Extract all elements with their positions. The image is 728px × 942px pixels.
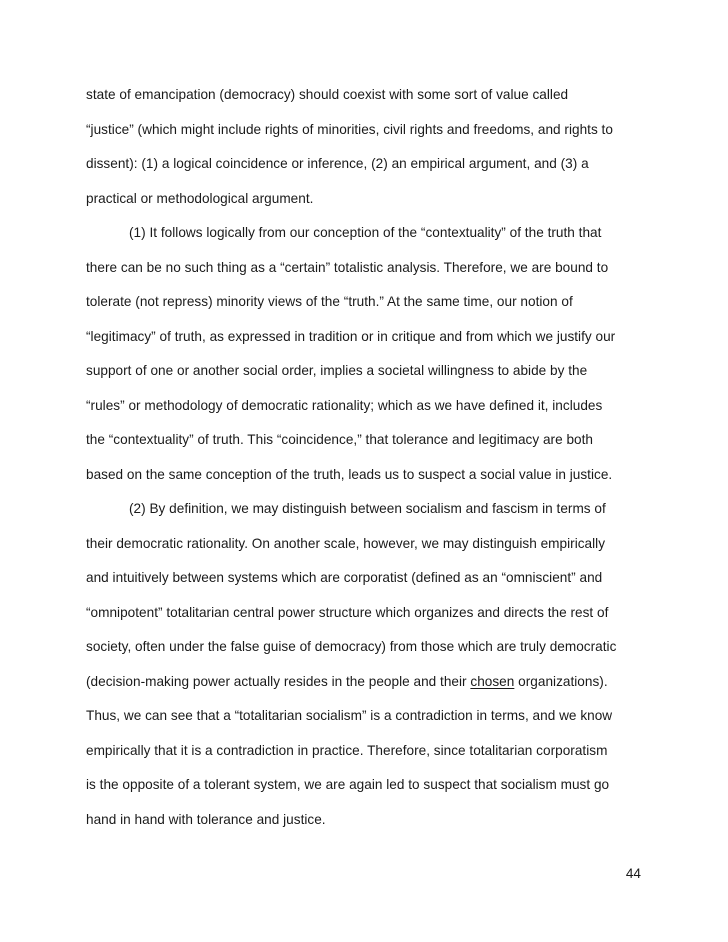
text-line: there can be no such thing as a “certain” totalistic analysis. Therefore, we are bound to xyxy=(86,259,609,275)
text-line: is the opposite of a tolerant system, we are again led to suspect that socialism must go xyxy=(86,777,610,792)
text-line: (1) It follows logically from our conception of the “contextuality” of the truth that xyxy=(129,225,602,240)
text-line: and intuitively between systems which are corporatist (defined as an “omniscient” and xyxy=(86,570,603,585)
text-line: hand in hand with tolerance and justice. xyxy=(86,811,326,827)
text-line: state of emancipation (democracy) should coexist with some sort of value called xyxy=(86,87,569,102)
text-line xyxy=(86,669,666,704)
text-line: tolerate (not repress) minority views of the “truth.” At the same time, our notion of xyxy=(86,294,573,309)
text-line: “justice” (which might include rights of minorities, civil rights and freedoms, and rights to xyxy=(86,121,613,137)
text-line: “omnipotent” totalitarian central power structure which organizes and directs the rest of xyxy=(86,604,609,620)
text-line: (2) By definition, we may distinguish between socialism and fascism in terms of xyxy=(129,501,606,516)
underlined-word: chosen xyxy=(470,673,515,689)
text-line: empirically that it is a contradiction in practice. Therefore, since totalitarian corporatism xyxy=(86,742,608,758)
text-segment: organizations). xyxy=(514,673,608,689)
text-line: their democratic rationality. On another scale, however, we may distinguish empirically xyxy=(86,535,606,551)
page-number: 44 xyxy=(625,866,641,881)
text-line: “rules” or methodology of democratic rationality; which as we have defined it, includes xyxy=(86,397,603,413)
text-line: the “contextuality” of truth. This “coincidence,” that tolerance and legitimacy are both xyxy=(86,432,594,447)
text-segment: (decision-making power actually resides in the people and their xyxy=(86,673,471,689)
text-line: “legitimacy” of truth, as expressed in tradition or in critique and from which we justify our xyxy=(86,328,616,344)
text-line: dissent): (1) a logical coincidence or inference, (2) an empirical argument, and (3) a xyxy=(86,156,589,171)
text-line: support of one or another social order, implies a societal willingness to abide by the xyxy=(86,363,588,378)
text-line: society, often under the false guise of democracy) from those which are truly democratic xyxy=(86,639,617,654)
text-line: practical or methodological argument. xyxy=(86,190,314,206)
body-text xyxy=(86,82,666,841)
text-line: Thus, we can see that a “totalitarian socialism” is a contradiction in terms, and we know xyxy=(86,708,613,723)
text-line: based on the same conception of the truth, leads us to suspect a social value in justice. xyxy=(86,466,613,482)
